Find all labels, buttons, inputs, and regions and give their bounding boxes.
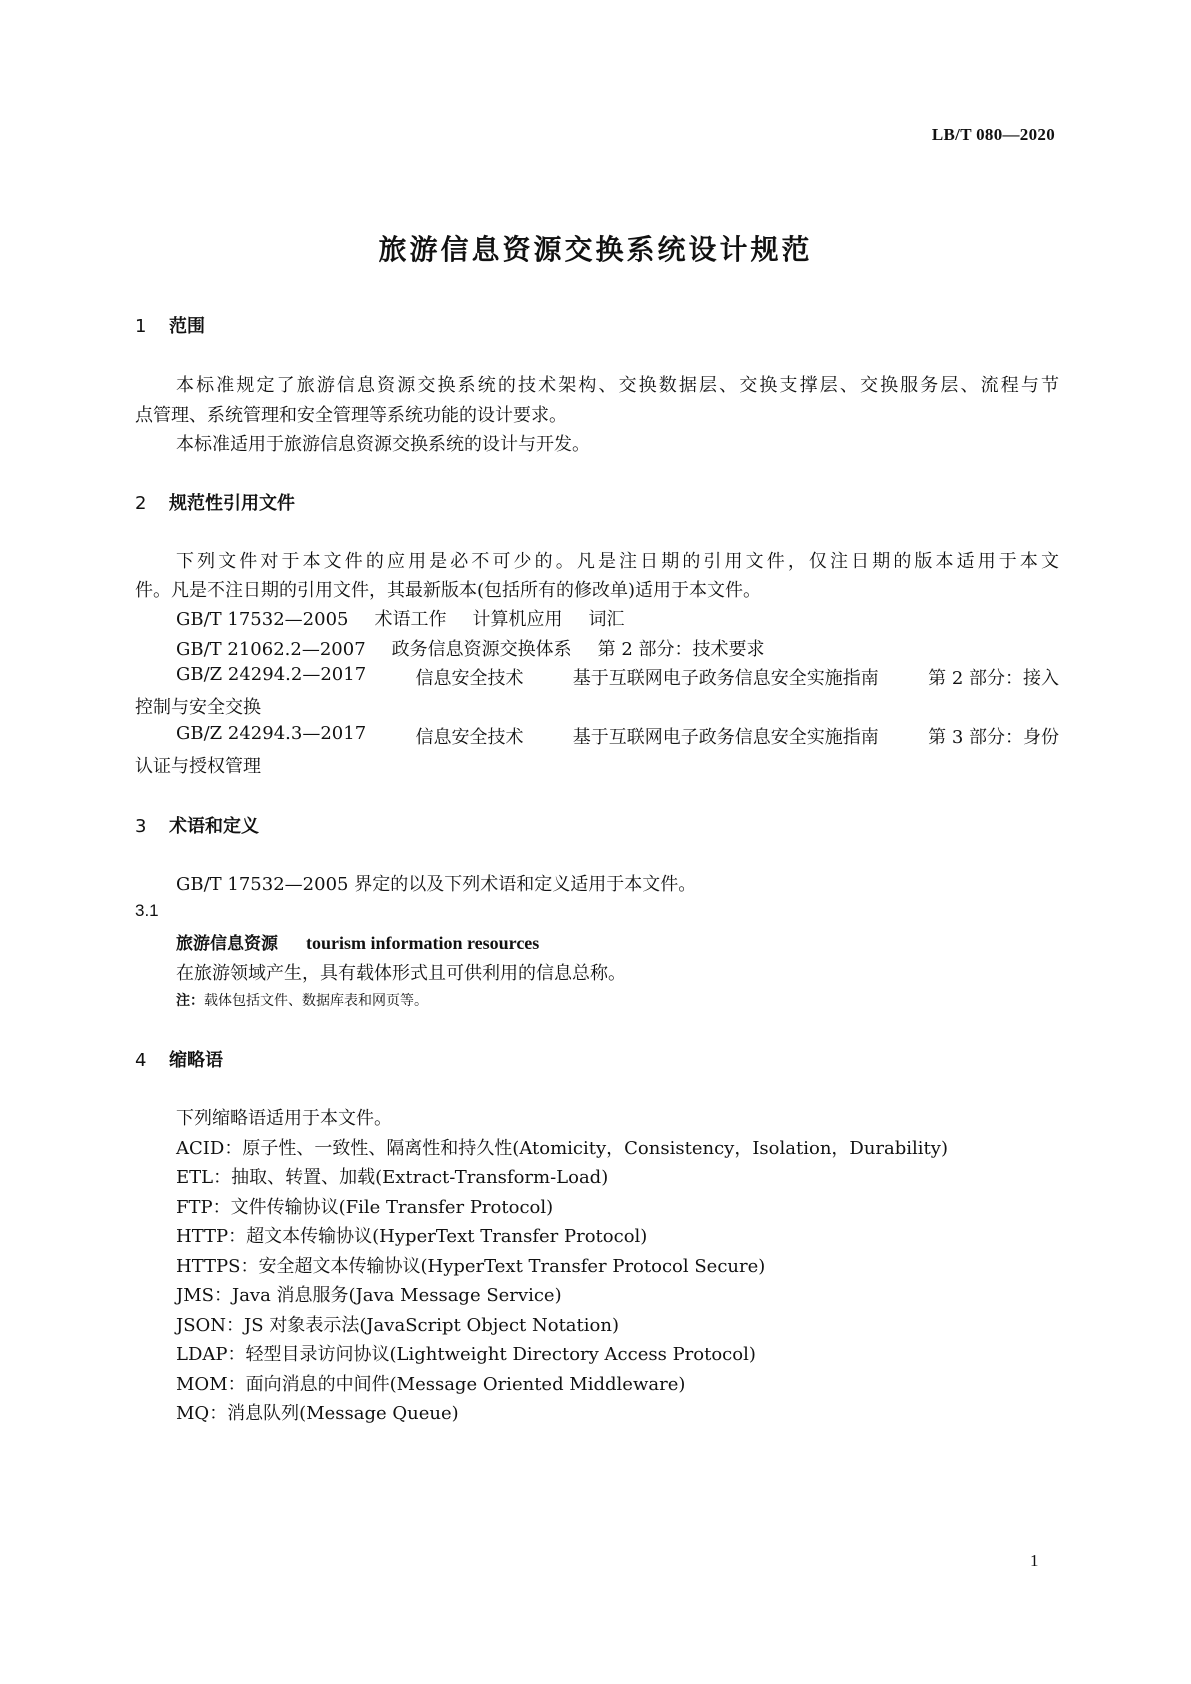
document-title: 旅游信息资源交换系统设计规范 (378, 233, 813, 266)
reference-item-continuation: 认证与授权管理 (135, 756, 261, 777)
abbreviation-item: FTP：文件传输协议(File Transfer Protocol) (176, 1197, 554, 1218)
abbreviation-item: MQ：消息队列(Message Queue) (176, 1403, 459, 1424)
abbreviation-item: MOM：面向消息的中间件(Message Oriented Middleware) (176, 1374, 686, 1395)
reference-item: GB/T 17532—2005 术语工作 计算机应用 词汇 (176, 609, 625, 630)
abbreviation-item: HTTP：超文本传输协议(HyperText Transfer Protocol) (176, 1226, 648, 1247)
term-note: 注：载体包括文件、数据库表和网页等。 (176, 993, 428, 1009)
section-1-heading: 1 范围 (135, 316, 205, 337)
section-1-paragraph-1-line-2: 点管理、系统管理和安全管理等系统功能的设计要求。 (135, 405, 567, 426)
term-number: 3.1 (135, 901, 159, 920)
reference-item: GB/Z 24294.2—2017 信息安全技术 基于互联网电子政务信息安全实施指南 第 2 部分：接入 (176, 664, 1059, 689)
section-2-intro-line-2: 件。凡是不注日期的引用文件，其最新版本(包括所有的修改单)适用于本文件。 (135, 580, 762, 601)
page-number: 1 (1030, 1551, 1039, 1570)
term-definition: 在旅游领域产生，具有载体形式且可供利用的信息总称。 (176, 963, 626, 984)
reference-item: GB/T 21062.2—2007 政务信息资源交换体系 第 2 部分：技术要求 (176, 639, 765, 660)
reference-item-continuation: 控制与安全交换 (135, 697, 261, 718)
section-3-heading: 3 术语和定义 (135, 816, 259, 837)
abbreviation-item: HTTPS：安全超文本传输协议(HyperText Transfer Protocol Secure) (176, 1256, 766, 1277)
section-3-intro: GB/T 17532—2005 界定的以及下列术语和定义适用于本文件。 (176, 874, 697, 895)
section-1-paragraph-1-line-1: 本标准规定了旅游信息资源交换系统的技术架构、交换数据层、交换支撑层、交换服务层、流程与节 (176, 375, 1059, 396)
section-4-intro: 下列缩略语适用于本文件。 (176, 1108, 392, 1129)
abbreviation-item: ETL：抽取、转置、加载(Extract-Transform-Load) (176, 1167, 609, 1188)
abbreviation-item: LDAP：轻型目录访问协议(Lightweight Directory Access Protocol) (176, 1344, 756, 1365)
term-entry: 旅游信息资源 tourism information resources (176, 933, 540, 954)
document-code: LB/T 080—2020 (931, 125, 1055, 144)
section-2-heading: 2 规范性引用文件 (135, 493, 295, 514)
abbreviation-item: JMS：Java 消息服务(Java Message Service) (176, 1285, 562, 1306)
section-1-paragraph-2: 本标准适用于旅游信息资源交换系统的设计与开发。 (176, 434, 590, 455)
section-2-intro-line-1: 下列文件对于本文件的应用是必不可少的。凡是注日期的引用文件，仅注日期的版本适用于本文 (176, 551, 1059, 572)
reference-item: GB/Z 24294.3—2017 信息安全技术 基于互联网电子政务信息安全实施指南 第 3 部分：身份 (176, 723, 1059, 748)
abbreviation-item: JSON：JS 对象表示法(JavaScript Object Notation) (176, 1315, 619, 1336)
section-4-heading: 4 缩略语 (135, 1050, 223, 1071)
abbreviation-item: ACID：原子性、一致性、隔离性和持久性(Atomicity，Consistency，Isolation，Durability) (176, 1138, 948, 1159)
